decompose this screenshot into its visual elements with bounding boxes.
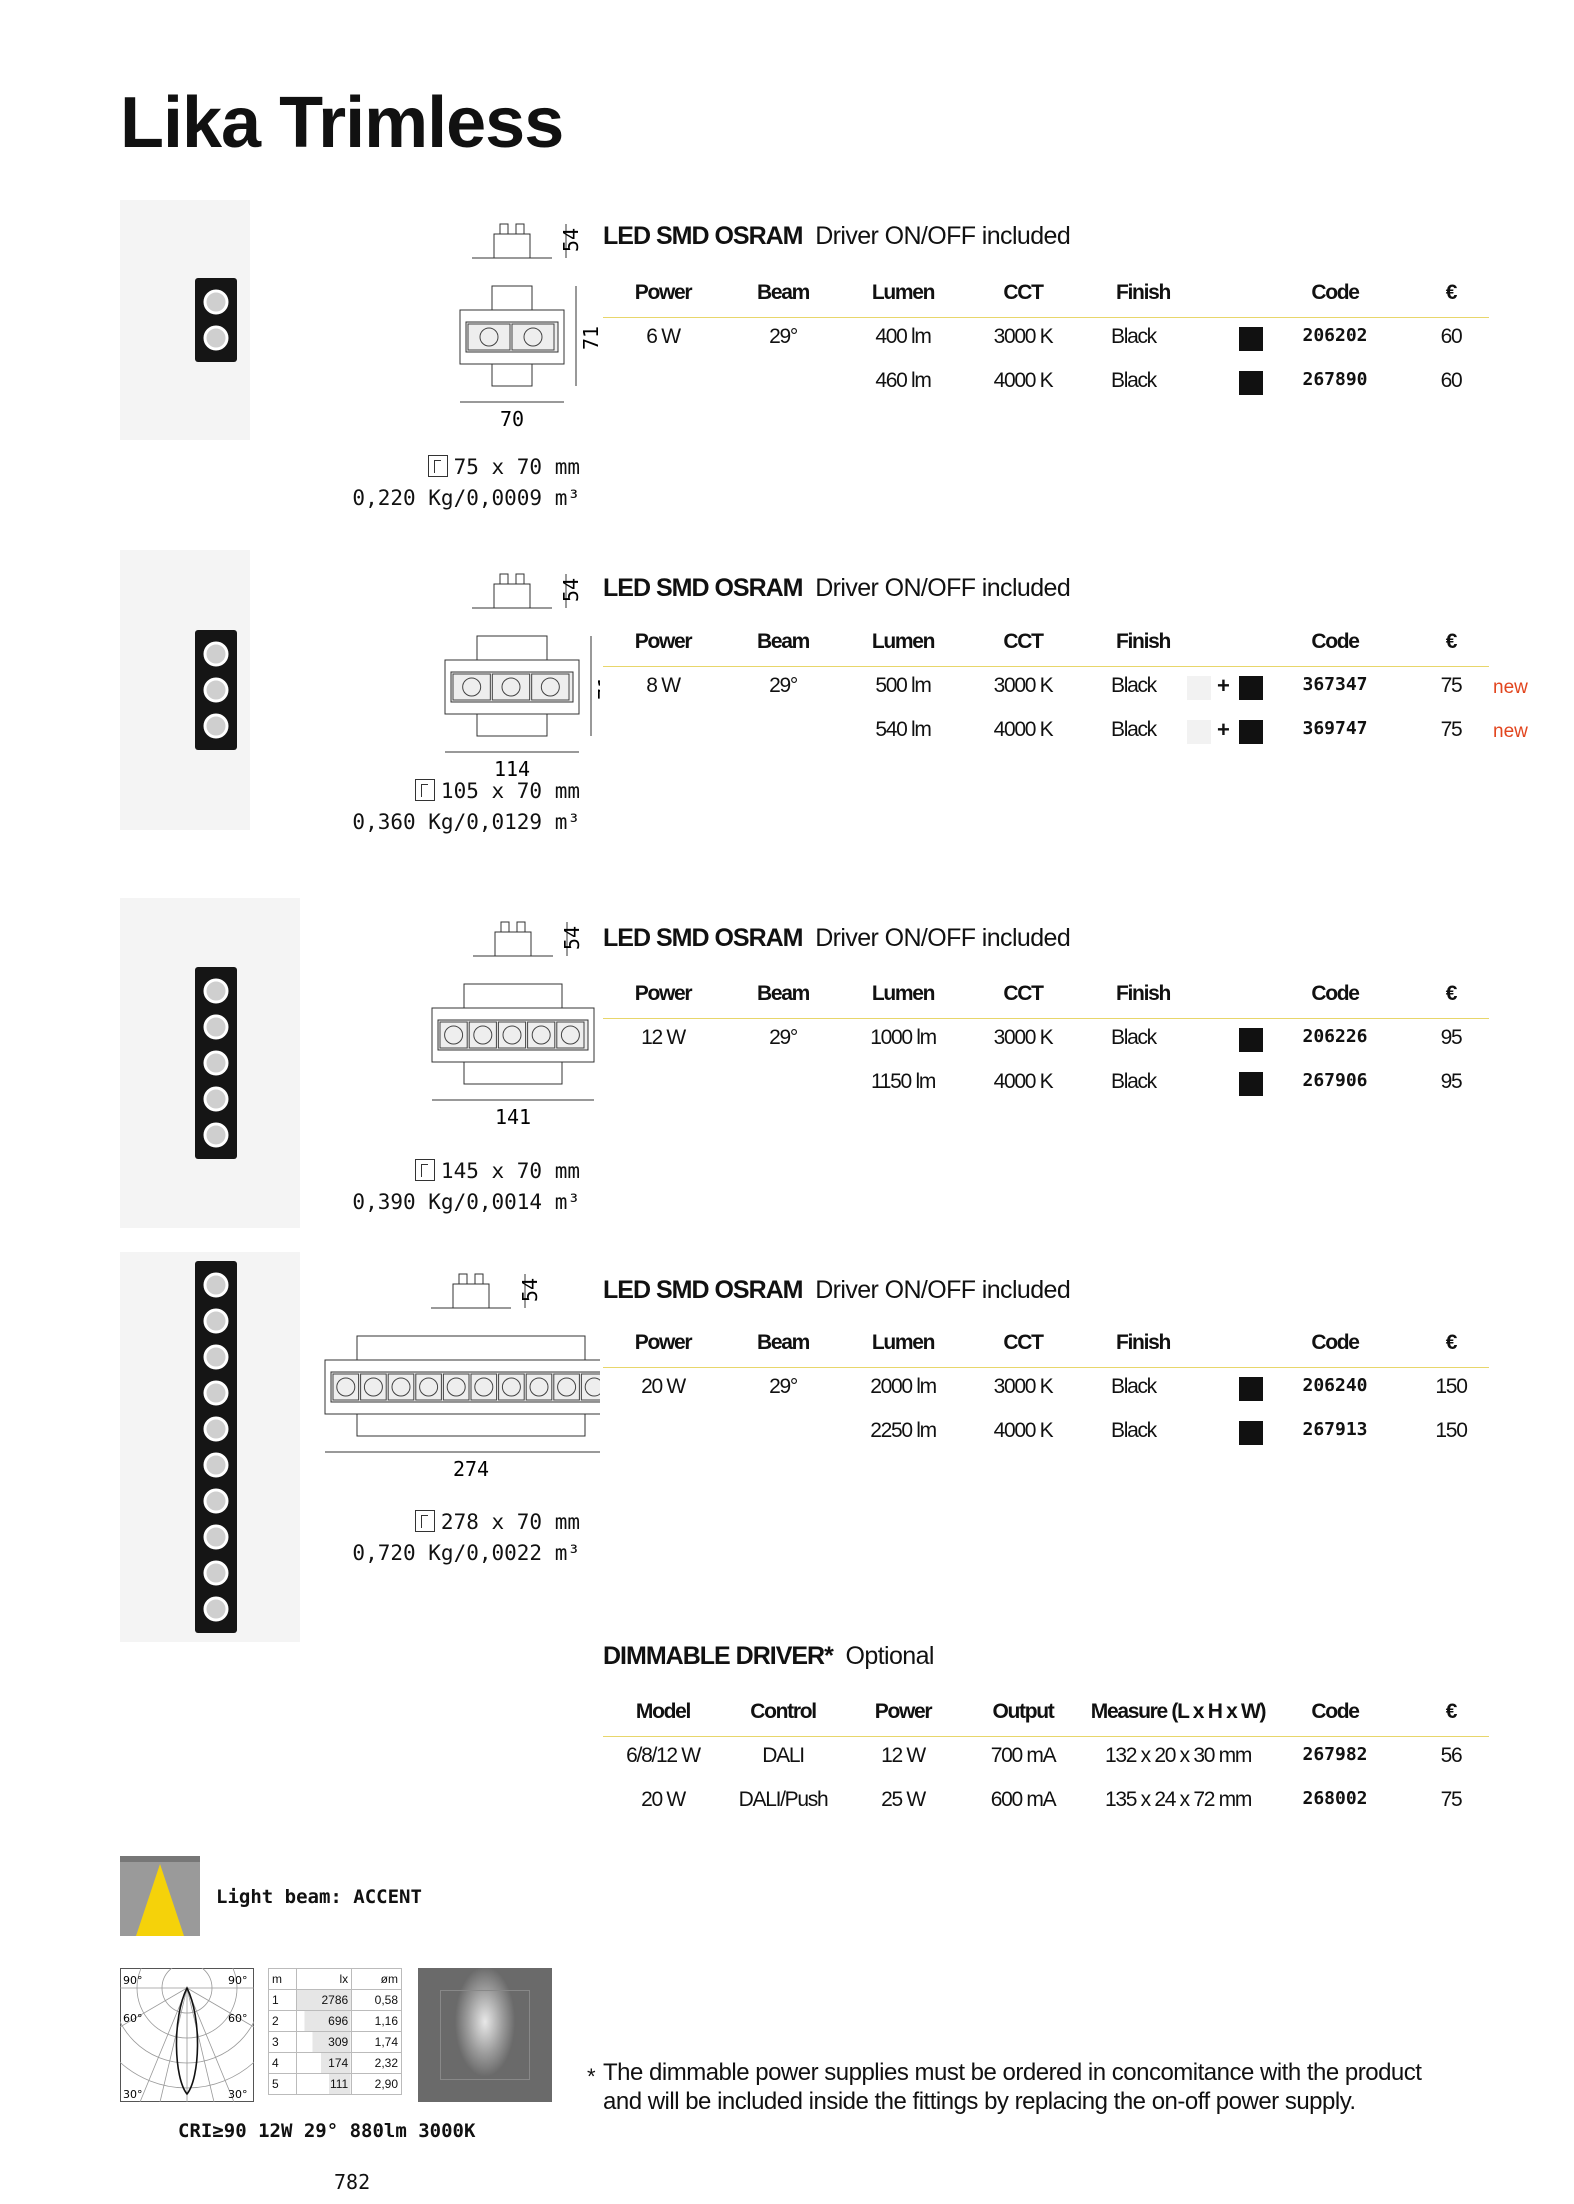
- th-finish: Finish: [1115, 1331, 1171, 1354]
- polar-diagram: [120, 1968, 254, 2102]
- cell-finish: Black: [1111, 674, 1156, 697]
- table-row: [603, 1744, 1489, 1774]
- table-row: [603, 325, 1489, 355]
- page-title: Lika Trimless: [120, 83, 564, 163]
- box-icon: [415, 1159, 435, 1181]
- th-price: €: [1445, 1700, 1457, 1723]
- plus-sign: +: [1217, 673, 1230, 698]
- box-icon: [415, 779, 435, 801]
- illuminance-table: [268, 1968, 402, 2095]
- driver-price: 75: [1440, 1788, 1462, 1811]
- cell-finish: Black: [1111, 1070, 1156, 1093]
- product-photo: [120, 898, 300, 1228]
- technical-drawing: [300, 1260, 600, 1485]
- driver-output: 600 mA: [990, 1788, 1056, 1811]
- finish-swatch-black: [1239, 720, 1263, 744]
- lux-th: m: [269, 1969, 297, 1990]
- table-row: [269, 2032, 402, 2053]
- cell-finish: Black: [1111, 325, 1156, 348]
- lux-cell: 1,74: [352, 2032, 402, 2053]
- cell-lumen: 400 lm: [875, 325, 931, 348]
- pack-size: 75 x 70 mm: [453, 455, 580, 479]
- th-price: €: [1445, 982, 1457, 1005]
- cell-lumen: 2000 lm: [870, 1375, 936, 1398]
- driver-control: DALI: [762, 1744, 804, 1767]
- cell-beam: 29°: [769, 325, 797, 348]
- finish-swatch-white: [1187, 720, 1211, 744]
- heading-bold: LED SMD OSRAM: [603, 1276, 803, 1304]
- pack-size-line: [320, 1507, 580, 1538]
- th-cct: CCT: [1003, 982, 1043, 1005]
- finish-swatch-black: [1239, 327, 1263, 351]
- driver-heading-bold: DIMMABLE DRIVER*: [603, 1642, 833, 1670]
- pack-weight: 0,220 Kg/0,0009 m³: [352, 486, 580, 510]
- th-code: Code: [1311, 1700, 1359, 1723]
- heading-bold: LED SMD OSRAM: [603, 222, 803, 250]
- th-finish: Finish: [1115, 630, 1171, 653]
- pack-size: 145 x 70 mm: [440, 1159, 580, 1183]
- pack-size-line: [320, 776, 580, 807]
- th-price: €: [1445, 281, 1457, 304]
- product-photo: [120, 550, 250, 830]
- lux-cell: 2786: [296, 1990, 351, 2011]
- cell-price: 95: [1440, 1070, 1462, 1093]
- page-number: 782: [334, 2170, 371, 2194]
- th-code: Code: [1311, 630, 1359, 653]
- cell-code: 367347: [1302, 674, 1368, 695]
- th-lumen: Lumen: [871, 1331, 935, 1354]
- cell-beam: 29°: [769, 1375, 797, 1398]
- cell-lumen: 2250 lm: [870, 1419, 936, 1442]
- cell-finish: Black: [1111, 1375, 1156, 1398]
- th-lumen: Lumen: [871, 281, 935, 304]
- polar-label: 60°: [228, 2012, 248, 2025]
- lux-cell: 4: [269, 2053, 297, 2074]
- th-measure: Measure (L x H x W): [1090, 1700, 1266, 1723]
- footnote-mark: *: [587, 2064, 596, 2089]
- cell-cct: 3000 K: [993, 1375, 1053, 1398]
- finish-swatch-white: [1187, 676, 1211, 700]
- cell-price: 60: [1440, 369, 1462, 392]
- spec-table-header: [603, 281, 1489, 318]
- heading-rest: Driver ON/OFF included: [815, 222, 1071, 250]
- table-row: [269, 1990, 402, 2011]
- lux-cell: 1,16: [352, 2011, 402, 2032]
- product-heading: [603, 1276, 1070, 1305]
- finish-swatch-black: [1239, 1377, 1263, 1401]
- dim-width: 70: [499, 407, 525, 430]
- heading-bold: LED SMD OSRAM: [603, 924, 803, 952]
- box-icon: [415, 1510, 435, 1532]
- lux-cell: 2,90: [352, 2074, 402, 2095]
- pack-weight: 0,360 Kg/0,0129 m³: [352, 810, 580, 834]
- product-heading: [603, 574, 1070, 603]
- lux-cell: 309: [296, 2032, 351, 2053]
- driver-power: 12 W: [881, 1744, 925, 1767]
- driver-control: DALI/Push: [738, 1788, 828, 1811]
- packaging-info: [320, 776, 580, 838]
- cell-lumen: 540 lm: [875, 718, 931, 741]
- dim-width: 114: [493, 757, 531, 780]
- table-row: [269, 2053, 402, 2074]
- th-beam: Beam: [757, 982, 809, 1005]
- cell-cct: 3000 K: [993, 1026, 1053, 1049]
- cell-cct: 4000 K: [993, 718, 1053, 741]
- table-row: [603, 1375, 1489, 1405]
- cell-lumen: 500 lm: [875, 674, 931, 697]
- lux-cell: 5: [269, 2074, 297, 2095]
- table-row: [269, 2074, 402, 2095]
- finish-swatch-black: [1239, 1421, 1263, 1445]
- lux-cell: 111: [296, 2074, 351, 2095]
- polar-label: 30°: [228, 2088, 248, 2101]
- pack-size: 278 x 70 mm: [440, 1510, 580, 1534]
- light-render-image: [418, 1968, 552, 2102]
- th-lumen: Lumen: [871, 982, 935, 1005]
- th-cct: CCT: [1003, 281, 1043, 304]
- finish-swatch-black: [1239, 676, 1263, 700]
- cell-price: 60: [1440, 325, 1462, 348]
- footnote: [587, 2058, 1463, 2116]
- driver-output: 700 mA: [990, 1744, 1056, 1767]
- driver-measure: 135 x 24 x 72 mm: [1104, 1788, 1252, 1811]
- th-finish: Finish: [1115, 281, 1171, 304]
- cell-code: 206202: [1302, 325, 1368, 346]
- driver-power: 25 W: [881, 1788, 925, 1811]
- th-lumen: Lumen: [871, 630, 935, 653]
- footnote-text: The dimmable power supplies must be ordered in concomitance with the product and will be included inside the fittings by replacing the on-off power supply.: [603, 2059, 1422, 2115]
- light-beam-label: Light beam: ACCENT: [216, 1886, 422, 1908]
- product-heading: [603, 924, 1070, 953]
- th-beam: Beam: [757, 1331, 809, 1354]
- finish-swatch-black: [1239, 1072, 1263, 1096]
- th-power: Power: [874, 1700, 932, 1723]
- lux-cell: 174: [296, 2053, 351, 2074]
- lux-cell: 0,58: [352, 1990, 402, 2011]
- table-row: [603, 1788, 1489, 1818]
- table-row: [603, 1419, 1489, 1449]
- cell-lumen: 1150 lm: [870, 1070, 936, 1093]
- box-icon: [428, 455, 448, 477]
- heading-bold: LED SMD OSRAM: [603, 574, 803, 602]
- cell-cct: 3000 K: [993, 325, 1053, 348]
- cell-power: 20 W: [641, 1375, 685, 1398]
- packaging-info: [320, 1507, 580, 1569]
- driver-model: 6/8/12 W: [626, 1744, 700, 1767]
- lux-cell: 2: [269, 2011, 297, 2032]
- finish-swatch-black: [1239, 371, 1263, 395]
- th-control: Control: [750, 1700, 816, 1723]
- lux-cell: 3: [269, 2032, 297, 2053]
- cell-power: 12 W: [641, 1026, 685, 1049]
- th-cct: CCT: [1003, 1331, 1043, 1354]
- product-photo: [120, 200, 250, 440]
- th-beam: Beam: [757, 281, 809, 304]
- cell-finish: Black: [1111, 369, 1156, 392]
- th-beam: Beam: [757, 630, 809, 653]
- polar-label: 30°: [123, 2088, 143, 2101]
- driver-code: 267982: [1302, 1744, 1368, 1765]
- cell-cct: 4000 K: [993, 1419, 1053, 1442]
- cell-code: 267906: [1302, 1070, 1368, 1091]
- dim-height: 54: [560, 925, 584, 950]
- table-row: [603, 1026, 1489, 1056]
- new-badge: new: [1493, 677, 1528, 698]
- table-row: [603, 673, 1528, 704]
- finish-swatch-black: [1239, 1028, 1263, 1052]
- th-power: Power: [634, 982, 692, 1005]
- cell-code: 206226: [1302, 1026, 1368, 1047]
- light-beam-icon: [120, 1856, 200, 1936]
- pack-size-line: [320, 1156, 580, 1187]
- cell-power: 8 W: [646, 674, 680, 697]
- heading-rest: Driver ON/OFF included: [815, 924, 1071, 952]
- driver-heading: [603, 1642, 934, 1671]
- cell-cct: 3000 K: [993, 674, 1053, 697]
- heading-rest: Driver ON/OFF included: [815, 1276, 1071, 1304]
- cell-price: 75: [1440, 718, 1462, 741]
- th-model: Model: [635, 1700, 691, 1723]
- cell-beam: 29°: [769, 1026, 797, 1049]
- cell-code: 369747: [1302, 718, 1368, 739]
- pack-weight: 0,390 Kg/0,0014 m³: [352, 1190, 580, 1214]
- dim-depth: 71: [594, 675, 600, 700]
- driver-measure: 132 x 20 x 30 mm: [1104, 1744, 1252, 1767]
- cell-lumen: 460 lm: [875, 369, 931, 392]
- cell-code: 267890: [1302, 369, 1368, 390]
- spec-table-header: [603, 1331, 1489, 1368]
- dim-height: 54: [559, 577, 583, 602]
- lux-th: øm: [352, 1969, 402, 1990]
- cell-finish: Black: [1111, 1419, 1156, 1442]
- cell-beam: 29°: [769, 674, 797, 697]
- cell-finish: Black: [1111, 718, 1156, 741]
- th-code: Code: [1311, 1331, 1359, 1354]
- table-row: [603, 369, 1489, 399]
- table-row: [269, 2011, 402, 2032]
- th-price: €: [1445, 630, 1457, 653]
- new-badge: new: [1493, 721, 1528, 742]
- lux-cell: 2,32: [352, 2053, 402, 2074]
- heading-rest: Driver ON/OFF included: [815, 574, 1071, 602]
- cell-cct: 4000 K: [993, 1070, 1053, 1093]
- th-power: Power: [634, 281, 692, 304]
- cell-finish: Black: [1111, 1026, 1156, 1049]
- driver-code: 268002: [1302, 1788, 1368, 1809]
- polar-label: 90°: [228, 1974, 248, 1987]
- driver-price: 56: [1440, 1744, 1462, 1767]
- spec-table-header: [603, 630, 1489, 667]
- packaging-info: [320, 1156, 580, 1218]
- th-cct: CCT: [1003, 630, 1043, 653]
- cell-price: 150: [1435, 1375, 1467, 1398]
- cri-line: CRI≥90 12W 29° 880lm 3000K: [178, 2120, 476, 2142]
- dim-width: 141: [494, 1105, 532, 1128]
- th-price: €: [1445, 1331, 1457, 1354]
- polar-label: 60°: [123, 2012, 143, 2025]
- th-output: Output: [992, 1700, 1054, 1723]
- table-row: [603, 1070, 1489, 1100]
- illuminance-header: [269, 1969, 402, 1990]
- th-code: Code: [1311, 281, 1359, 304]
- dim-width: 274: [452, 1457, 490, 1480]
- table-row: [603, 717, 1528, 748]
- th-power: Power: [634, 630, 692, 653]
- packaging-info: [320, 452, 580, 514]
- dim-depth: 71: [579, 325, 600, 350]
- technical-drawing: [300, 210, 600, 435]
- pack-weight: 0,720 Kg/0,0022 m³: [352, 1541, 580, 1565]
- technical-drawing: [300, 908, 600, 1133]
- technical-drawing: [300, 560, 600, 785]
- th-finish: Finish: [1115, 982, 1171, 1005]
- spec-table-header: [603, 982, 1489, 1019]
- driver-heading-rest: Optional: [845, 1642, 934, 1670]
- lux-th: lx: [296, 1969, 351, 1990]
- cell-price: 150: [1435, 1419, 1467, 1442]
- pack-size-line: [320, 452, 580, 483]
- plus-sign: +: [1217, 717, 1230, 742]
- lux-cell: 1: [269, 1990, 297, 2011]
- cell-code: 206240: [1302, 1375, 1368, 1396]
- driver-table-header: [603, 1700, 1489, 1737]
- pack-size: 105 x 70 mm: [440, 779, 580, 803]
- driver-model: 20 W: [641, 1788, 685, 1811]
- cell-price: 75: [1440, 674, 1462, 697]
- polar-label: 90°: [123, 1974, 143, 1987]
- cell-price: 95: [1440, 1026, 1462, 1049]
- dim-height: 54: [559, 227, 583, 252]
- cell-code: 267913: [1302, 1419, 1368, 1440]
- dim-height: 54: [518, 1277, 542, 1302]
- cell-power: 6 W: [646, 325, 680, 348]
- cell-lumen: 1000 lm: [870, 1026, 936, 1049]
- cell-cct: 4000 K: [993, 369, 1053, 392]
- product-heading: [603, 222, 1070, 251]
- th-code: Code: [1311, 982, 1359, 1005]
- product-photo: [120, 1252, 300, 1642]
- th-power: Power: [634, 1331, 692, 1354]
- lux-cell: 696: [296, 2011, 351, 2032]
